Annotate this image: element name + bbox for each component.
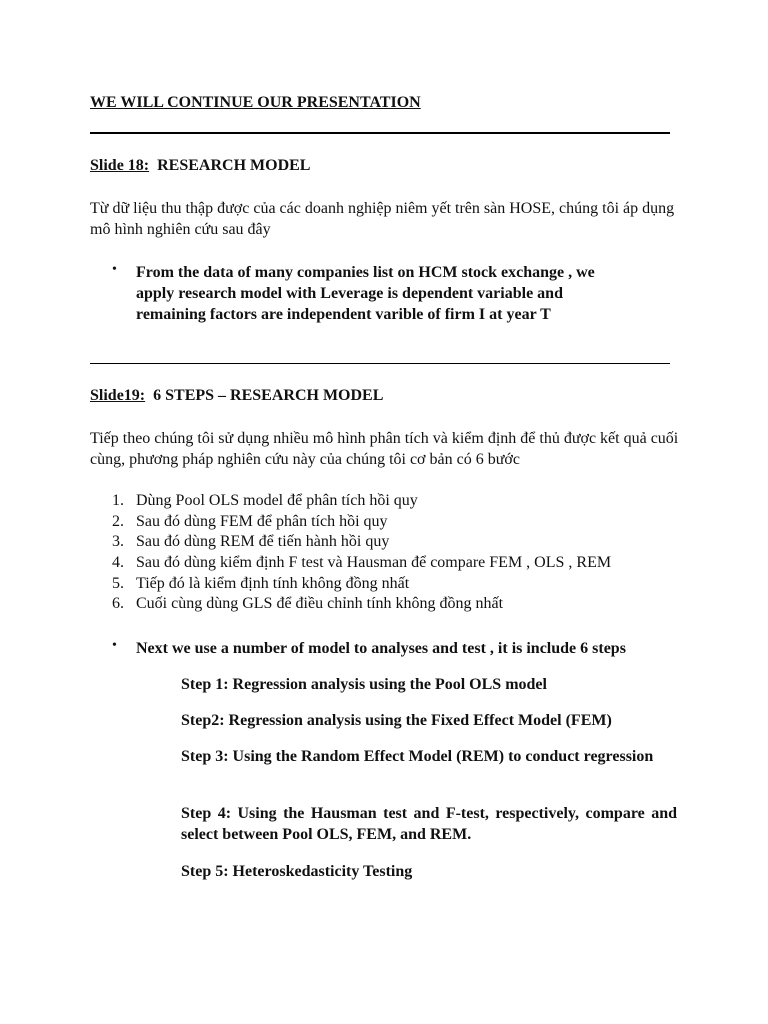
list-item — [112, 553, 611, 574]
slide18-en-bullet-text: From the data of many companies list on HCM stock exchange , we apply research model with Leverage is dependent variable and remaining factors are independent varible of firm I at year T — [136, 264, 595, 323]
thin-divider — [90, 363, 670, 364]
en-step-2: Step2: Regression analysis using the Fixed Effect Model (FEM) — [181, 712, 612, 729]
en-step-5: Step 5: Heteroskedasticity Testing — [181, 863, 413, 880]
slide19-title: 6 STEPS – RESEARCH MODEL — [153, 387, 384, 404]
list-number: 4. — [112, 554, 124, 572]
slide18-vi-paragraph: Từ dữ liệu thu thập được của các doanh nghiệp niêm yết trên sàn HOSE, chúng tôi áp dụng mô hình nghiên cứu sau đây — [90, 200, 675, 238]
list-text: Sau đó dùng REM để tiến hành hồi quy — [136, 533, 390, 551]
list-item — [112, 574, 611, 595]
list-text: Sau đó dùng FEM để phân tích hồi quy — [136, 512, 388, 530]
slide18-label: Slide 18: — [90, 157, 150, 174]
en-step-3: Step 3: Using the Random Effect Model (REM) to conduct regression — [181, 748, 654, 765]
en-step-4: Step 4: Using the Hausman test and F-test, respectively, compare and select between Pool OLS, FEM, and REM. — [181, 805, 677, 843]
slide19-en-bullet-text: Next we use a number of model to analyses and test , it is include 6 steps — [136, 640, 626, 657]
list-number: 2. — [112, 512, 124, 530]
list-text: Tiếp đó là kiểm định tính không đồng nhất — [136, 574, 410, 592]
vi-steps-list — [112, 491, 611, 615]
list-number: 5. — [112, 574, 124, 592]
list-item — [112, 532, 611, 553]
list-item — [112, 512, 611, 533]
slide19-vi-paragraph: Tiếp theo chúng tôi sử dụng nhiều mô hình phân tích và kiểm định để thủ được kết quả cuối cùng, phương pháp nghiên cứu này của chúng tôi cơ bản có 6 bước — [90, 430, 679, 468]
bullet-icon: • — [112, 262, 117, 277]
slide18-title: RESEARCH MODEL — [157, 157, 311, 174]
thick-divider — [90, 132, 670, 134]
slide19-en-bullet — [112, 638, 692, 659]
slide18-heading — [90, 157, 310, 175]
list-number: 3. — [112, 533, 124, 551]
document-heading: WE WILL CONTINUE OUR PRESENTATION — [90, 94, 421, 111]
list-text: Cuối cùng dùng GLS để điều chỉnh tính không đồng nhất — [136, 595, 504, 613]
en-step-1: Step 1: Regression analysis using the Pool OLS model — [181, 676, 547, 693]
list-item — [112, 594, 611, 615]
list-item — [112, 491, 611, 512]
list-text: Dùng Pool OLS model để phân tích hồi quy — [136, 492, 418, 509]
list-number: 1. — [112, 492, 124, 509]
list-number: 6. — [112, 595, 124, 613]
slide19-heading — [90, 387, 383, 405]
bullet-icon: • — [112, 638, 117, 653]
slide18-en-bullet — [112, 262, 632, 325]
list-text: Sau đó dùng kiểm định F test và Hausman để compare FEM , OLS , REM — [136, 554, 612, 572]
slide19-label: Slide19: — [90, 387, 146, 404]
